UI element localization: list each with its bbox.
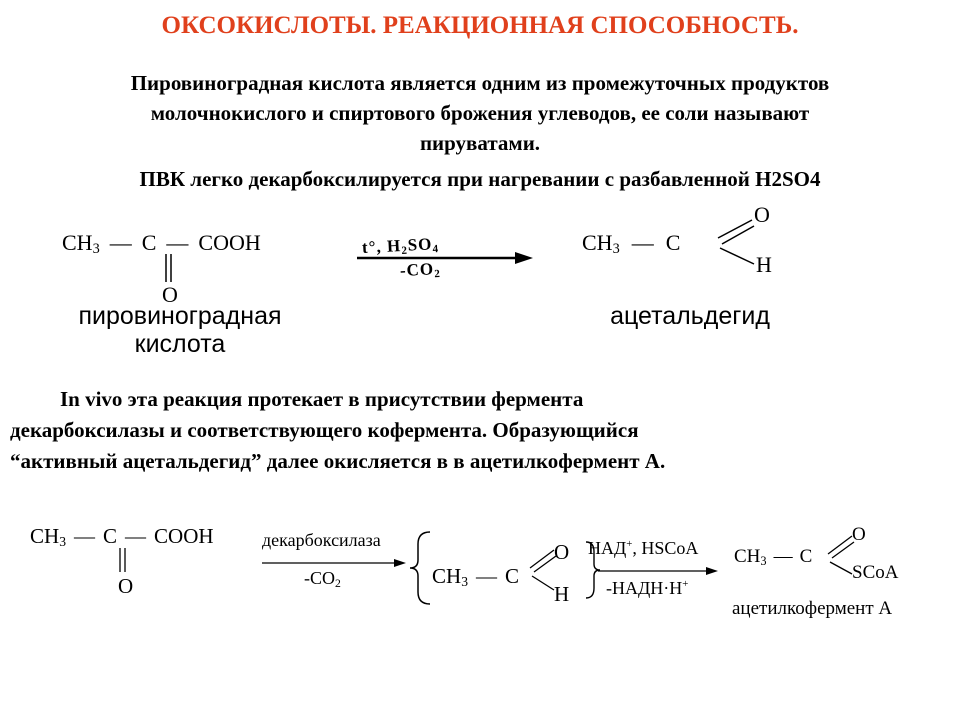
subscript: 4: [432, 242, 440, 256]
carbon: C: [505, 564, 520, 588]
subscript: 3: [461, 574, 469, 589]
page-title: ОКСОКИСЛОТЫ. РЕАКЦИОННАЯ СПОСОБНОСТЬ.: [161, 12, 799, 39]
superscript: +: [626, 538, 633, 550]
bond: —: [773, 546, 793, 567]
conditions-bottom: [399, 259, 441, 282]
nadh-text: -НАДН·Н: [606, 578, 683, 598]
double-bond-lines-2: [108, 546, 138, 576]
invivo-line-3: “активный ацетальдегид” далее окисляется в в ацетилкофермент А.: [10, 449, 666, 473]
intermediate-hydrogen: H: [554, 582, 570, 606]
bond: —: [476, 564, 498, 588]
bond: —: [125, 524, 147, 548]
carbon: C: [141, 230, 157, 255]
minus-co2-label: [304, 568, 341, 590]
nadh-label: [606, 578, 688, 599]
subscript: 3: [92, 241, 100, 257]
bond: —: [74, 524, 96, 548]
aldehyde-hydrogen: H: [756, 252, 772, 277]
acetaldehyde-caption: ацетальдегид: [610, 302, 770, 330]
subscript: 3: [612, 241, 620, 257]
intermediate-oxygen: O: [554, 540, 570, 564]
acetyl-coa-formula: [734, 546, 812, 569]
ch3-group: CH: [30, 524, 60, 548]
conditions-top-text-2: SO: [407, 234, 433, 255]
acetyl-coa-caption: ацетилкофермент А: [732, 598, 893, 619]
subscript: 2: [335, 577, 341, 590]
ch3-group: CH: [432, 564, 462, 588]
enzyme-label: декарбоксилаза: [262, 530, 381, 550]
nad-hscoa-label: [588, 538, 698, 559]
aldehyde-oxygen: O: [754, 202, 770, 227]
reaction-arrow-3: [596, 564, 720, 578]
invivo-paragraph: [10, 384, 940, 477]
scoa-group: SCoA: [852, 562, 899, 583]
acetaldehyde-formula: [582, 230, 680, 258]
double-bond-lines: [150, 252, 190, 286]
subscript: 2: [434, 267, 442, 281]
hscoa-text: , HSCoA: [632, 538, 699, 558]
carbon: C: [103, 524, 118, 548]
bond: —: [109, 230, 132, 255]
nad-text: НАД: [588, 538, 627, 558]
ch3-group: CH: [582, 230, 613, 255]
caption-line-1: пировиноградная: [78, 302, 282, 330]
ch3-group: CH: [62, 230, 93, 255]
intro-line-4: ПВК легко декарбоксилируется при нагревании с разбавленной H2SO4: [139, 167, 821, 191]
carbon: C: [665, 230, 681, 255]
cooh-group: COOH: [154, 524, 214, 548]
active-acetaldehyde-formula: [432, 564, 519, 590]
invivo-line-2: декарбоксилазы и соответствующего кофермента. Образующийся: [10, 418, 639, 442]
reaction-arrow-1: [355, 248, 535, 268]
conditions-top-text: t°, H: [361, 235, 402, 258]
bond: —: [166, 230, 189, 255]
pyruvic-acid-caption: [40, 302, 320, 358]
bond: —: [631, 230, 654, 255]
carbon: C: [799, 546, 813, 567]
oxo-oxygen-2: O: [118, 574, 134, 598]
subscript: 2: [401, 244, 409, 257]
cooh-group: COOH: [198, 230, 261, 255]
conditions-bottom-text: -CO: [399, 259, 435, 281]
subscript: 3: [760, 554, 767, 568]
superscript: +: [682, 578, 689, 590]
intro-line-3: пируватами.: [419, 131, 541, 155]
thioester-oxygen: O: [852, 524, 866, 545]
minus-co2-text: -CO: [304, 568, 335, 588]
intro-paragraph: [20, 68, 940, 158]
ch3-group: CH: [734, 546, 761, 567]
subscript: 3: [59, 534, 67, 549]
intro-line-1: Пировиноградная кислота является одним из промежуточных продуктов: [130, 71, 830, 95]
oxo-oxygen: O: [162, 282, 178, 307]
intro-line-2: молочнокислого и спиртового брожения углеводов, ее соли называют: [150, 101, 810, 125]
invivo-line-1: In vivo эта реакция протекает в присутствии фермента: [60, 387, 584, 411]
caption-line-2: кислота: [134, 330, 226, 358]
